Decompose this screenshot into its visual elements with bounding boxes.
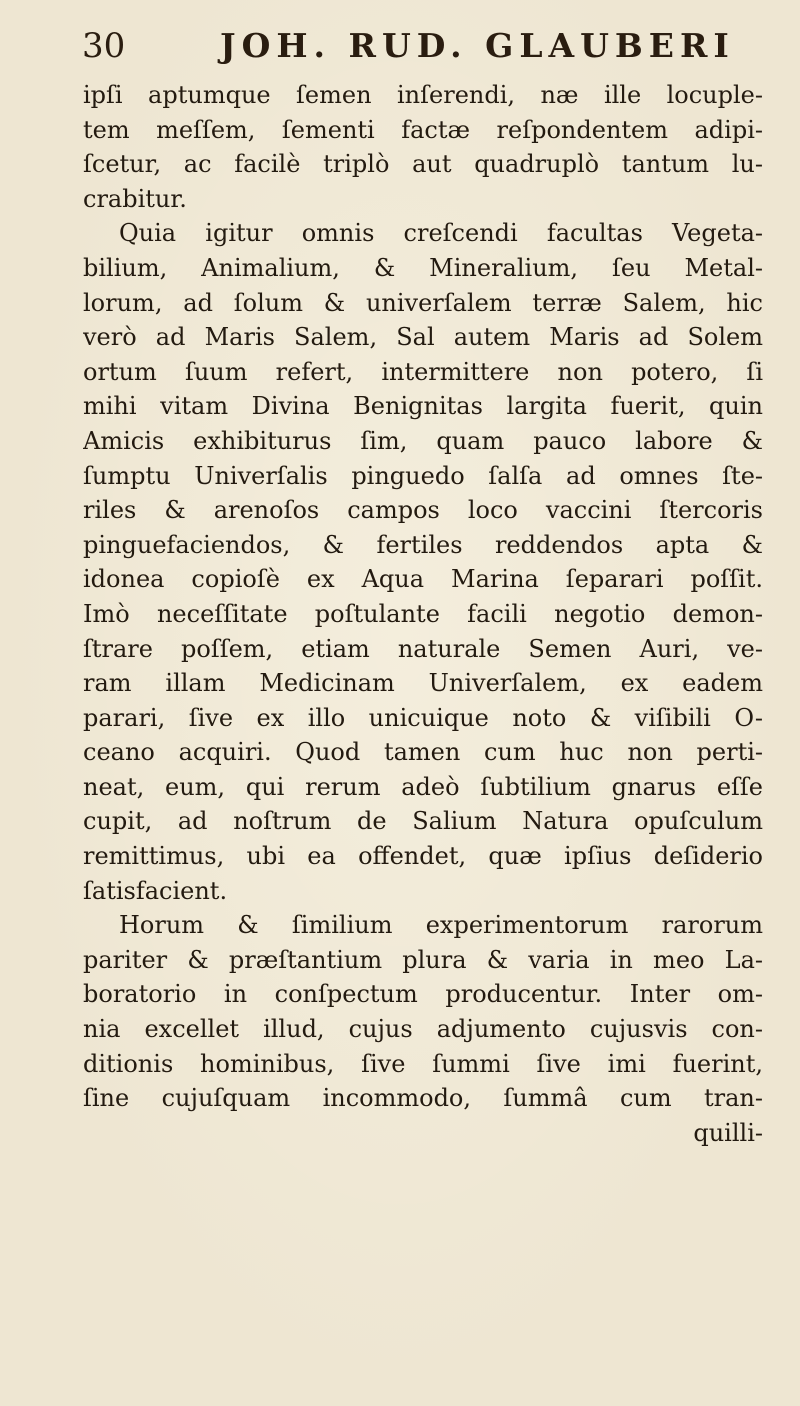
text-line: cupit, ad noſtrum de Salium Natura opuſculum — [83, 807, 763, 836]
page-number: 30 — [82, 26, 126, 66]
text-line: Amicis exhibiturus ſim, quam pauco labore & — [83, 426, 763, 455]
text-line: boratorio in conſpectum producentur. Inter om- — [83, 980, 763, 1009]
text-line: ſatisfacient. — [83, 876, 228, 905]
text-line: crabitur. — [83, 184, 187, 213]
text-line: riles & arenoſos campos loco vaccini ſtercoris — [83, 496, 763, 525]
text-line: ram illam Medicinam Univerſalem, ex eadem — [83, 669, 763, 698]
text-line: remittimus, ubi ea offendet, quæ ipſius deſiderio — [83, 842, 763, 871]
page-header — [82, 22, 782, 70]
text-line: ſcetur, ac facilè triplò aut quadruplò tantum lu- — [83, 150, 763, 179]
text-line: Quia igitur omnis creſcendi facultas Vegeta- — [119, 219, 763, 248]
text-line: pinguefaciendos, & fertiles reddendos apta & — [83, 530, 763, 559]
text-line: bilium, Animalium, & Mineralium, ſeu Metal- — [83, 253, 763, 282]
text-line: tem meſſem, ſementi factæ reſpondentem adipi- — [83, 115, 763, 144]
text-line: ceano acquiri. Quod tamen cum huc non perti- — [83, 738, 763, 767]
text-line: Imò neceſſitate poſtulante facili negotio demon- — [83, 599, 763, 628]
text-line: ſtrare poſſem, etiam naturale Semen Auri, ve- — [83, 634, 763, 663]
catchword: quilli- — [693, 1118, 763, 1147]
text-line: nia excellet illud, cujus adjumento cujusvis con- — [83, 1015, 763, 1044]
text-line: neat, eum, qui rerum adeò ſubtilium gnarus eſſe — [83, 772, 763, 801]
text-line: mihi vitam Divina Benignitas largita fuerit, quin — [83, 392, 763, 421]
text-line: ſumptu Univerſalis pinguedo ſalſa ad omnes ſte- — [83, 461, 763, 490]
text-line: parari, ſive ex illo unicuique noto & viſibili O- — [83, 703, 763, 732]
text-line: ortum ſuum refert, intermittere non potero, ſi — [83, 357, 763, 386]
running-head: JOH. RUD. GLAUBERI — [220, 26, 735, 65]
text-line: ditionis hominibus, ſive ſummi ſive imi fuerint, — [83, 1049, 763, 1078]
text-line: Horum & ſimilium experimentorum rarorum — [119, 911, 763, 940]
text-line: lorum, ad ſolum & univerſalem terræ Salem, hic — [83, 288, 763, 317]
body-text — [83, 78, 763, 1150]
text-line: pariter & præſtantium plura & varia in meo La- — [83, 945, 763, 974]
text-line: ipſi aptumque ſemen inſerendi, næ ille locuple- — [83, 81, 763, 109]
text-line: idonea copioſè ex Aqua Marina ſeparari poſſit. — [83, 565, 763, 594]
text-line: verò ad Maris Salem, Sal autem Maris ad Solem — [83, 323, 763, 352]
text-line: ſine cujuſquam incommodo, ſummâ cum tran- — [83, 1084, 763, 1113]
